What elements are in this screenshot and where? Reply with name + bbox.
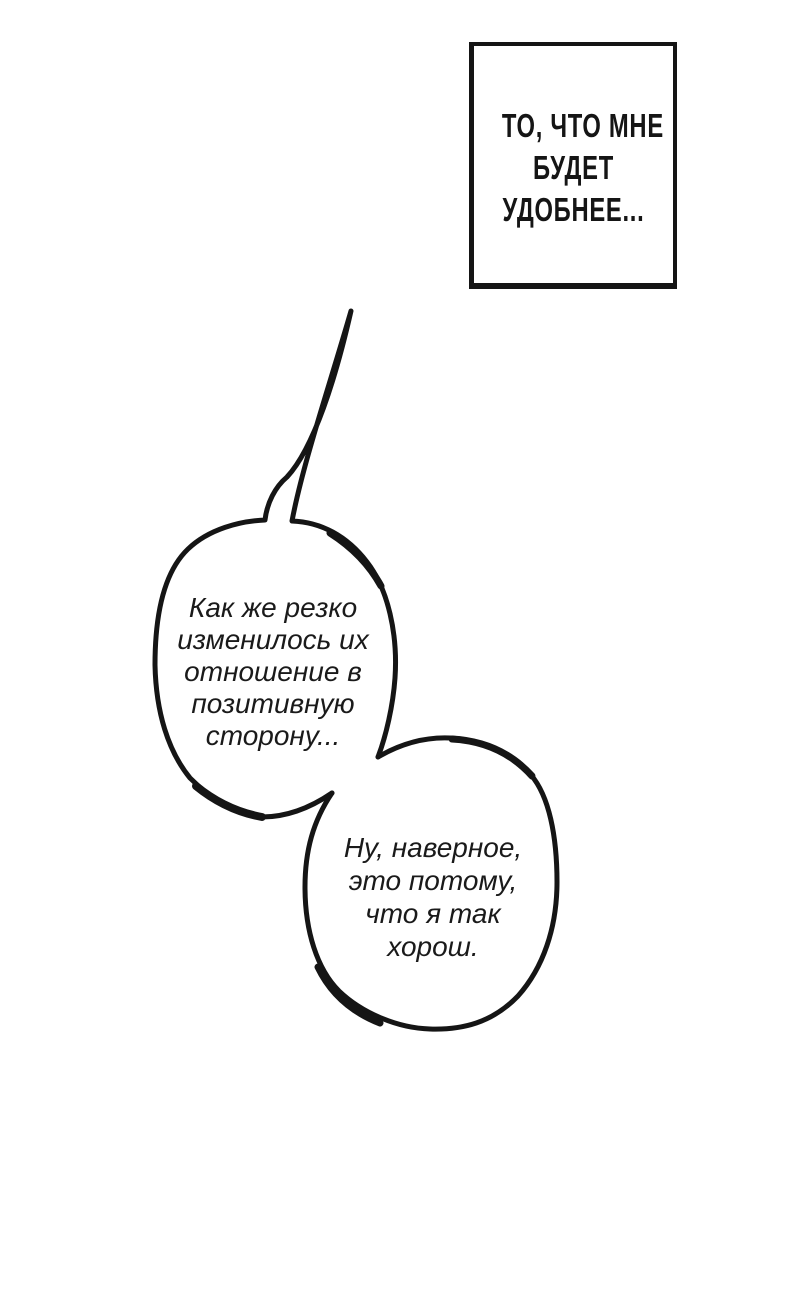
bubble-2-line: хорош. <box>387 931 479 962</box>
bubble-1-text <box>148 592 398 752</box>
bubble-1-line: позитивную <box>191 688 355 719</box>
bubble-2-line: Ну, наверное, <box>343 832 523 863</box>
caption-line: ТО, ЧТО МНЕ <box>501 106 664 144</box>
bubble-2-line: это потому, <box>348 865 518 896</box>
caption-line: УДОБНЕЕ... <box>502 190 645 228</box>
bubble-2-line: что я так <box>365 898 501 929</box>
bubble-2-text <box>308 831 558 963</box>
bubble-1-line: изменилось их <box>177 624 369 655</box>
bubble-1-line: Как же резко <box>188 592 358 623</box>
caption-line: БУДЕТ <box>533 148 614 186</box>
bubble-1-line: сторону... <box>205 720 341 751</box>
caption-text <box>474 99 673 231</box>
bubble-1-line: отношение в <box>184 656 362 687</box>
caption-box <box>469 42 677 289</box>
